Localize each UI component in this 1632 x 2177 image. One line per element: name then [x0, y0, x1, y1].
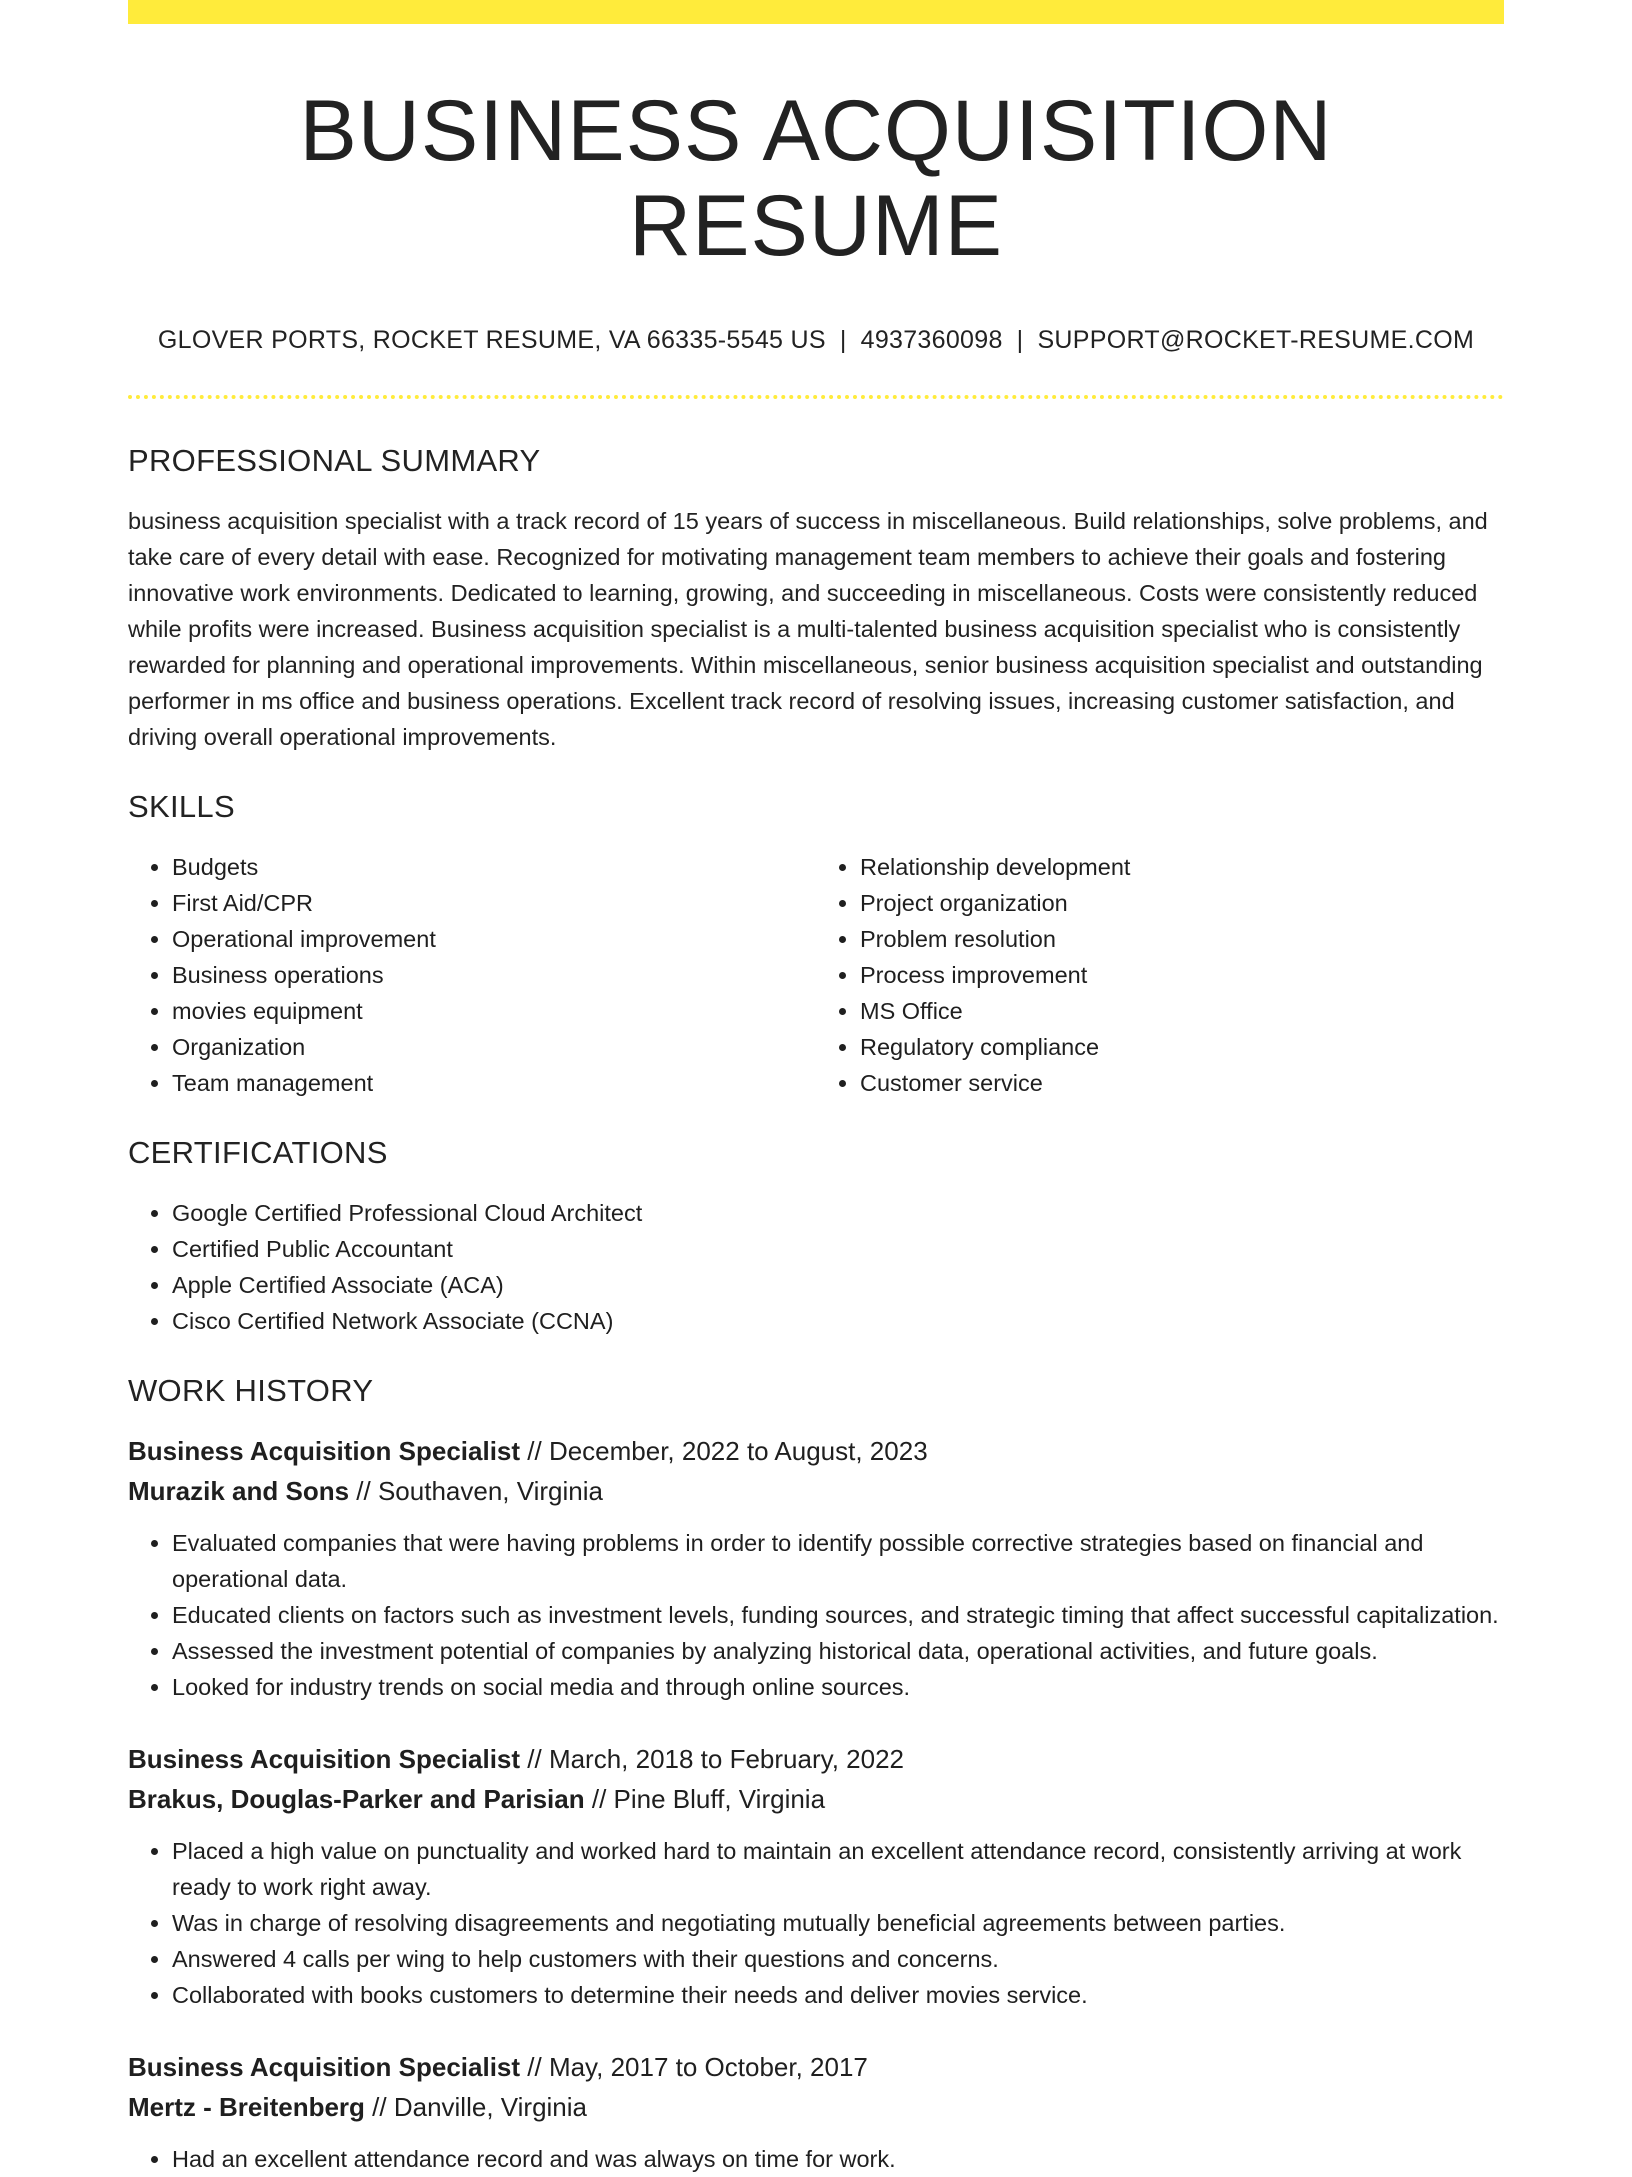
skill-item: • Team management	[172, 1065, 816, 1101]
certification-item: • Apple Certified Associate (ACA)	[172, 1267, 1504, 1303]
job-bullet: • Collaborated with books customers to determine their needs and deliver movies service.	[172, 1977, 1504, 2013]
job-title: Business Acquisition Specialist	[128, 1436, 521, 1467]
summary-text: business acquisition specialist with a track record of 15 years of success in miscellaneous. Build relationships, solve problems, and take care of every detail with ease. Recognized for motivating management team members to achieve their goals and fostering innovative work environments. Dedicated to learning, growing, and succeeding in miscellaneous. Costs were consistently reduced while profits were increased. Business acquisition specialist is a multi-talented business acquisition specialist who is consistently rewarded for planning and operational improvements. Within miscellaneous, senior business acquisition specialist and outstanding performer in ms office and business operations. Excellent track record of resolving issues, increasing customer satisfaction, and driving overall operational improvements.	[128, 508, 1488, 751]
job-entry	[128, 2047, 1504, 2177]
skills-list-left	[128, 849, 816, 1101]
skill-item: • Relationship development	[860, 849, 1504, 885]
skill-item: • Process improvement	[860, 957, 1504, 993]
skill-item: • Regulatory compliance	[860, 1029, 1504, 1065]
certifications-heading: CERTIFICATIONS	[128, 1135, 388, 1171]
resume-title: BUSINESS ACQUISITION RESUME	[299, 83, 1333, 274]
skill-item: • movies equipment	[172, 993, 816, 1029]
job-dates: March, 2018 to February, 2022	[548, 1744, 904, 1775]
job-bullet: • Was in charge of resolving disagreements and negotiating mutually beneficial agreements between parties.	[172, 1905, 1504, 1941]
contact-separator: |	[1016, 326, 1024, 355]
job-entry	[128, 1739, 1504, 2013]
job-spacer	[128, 2013, 1504, 2047]
contact-email: SUPPORT@ROCKET-RESUME.COM	[1037, 326, 1475, 355]
skill-item: • Project organization	[860, 885, 1504, 921]
contact-phone: 4937360098	[860, 326, 1003, 355]
header-divider	[128, 395, 1504, 399]
certification-item: • Google Certified Professional Cloud Architect	[172, 1195, 1504, 1231]
job-title-line: Business Acquisition Specialist // May, 2017 to October, 2017	[128, 2052, 868, 2083]
skill-item: • Budgets	[172, 849, 816, 885]
skill-item: • Business operations	[172, 957, 816, 993]
job-bullet: • Answered 4 calls per wing to help customers with their questions and concerns.	[172, 1941, 1504, 1977]
job-title-line: Business Acquisition Specialist // December, 2022 to August, 2023	[128, 1436, 928, 1467]
job-company: Mertz - Breitenberg	[128, 2092, 365, 2123]
skill-item: • First Aid/CPR	[172, 885, 816, 921]
skill-item: • Operational improvement	[172, 921, 816, 957]
job-location: Southaven, Virginia	[377, 1476, 603, 1507]
certification-item: • Cisco Certified Network Associate (CCNA)	[172, 1303, 1504, 1339]
job-company: Brakus, Douglas-Parker and Parisian	[128, 1784, 585, 1815]
job-entry	[128, 1431, 1504, 1705]
job-bullets	[128, 1525, 1504, 1705]
summary-heading: PROFESSIONAL SUMMARY	[128, 443, 541, 479]
job-title: Business Acquisition Specialist	[128, 2052, 521, 2083]
job-bullet: • Looked for industry trends on social media and through online sources.	[172, 1669, 1504, 1705]
skill-item: • MS Office	[860, 993, 1504, 1029]
contact-separator: |	[839, 326, 847, 355]
skills-heading: SKILLS	[128, 789, 235, 825]
resume-page	[128, 0, 1504, 2177]
job-dates: December, 2022 to August, 2023	[548, 1436, 928, 1467]
job-company-line: Brakus, Douglas-Parker and Parisian // Pine Bluff, Virginia	[128, 1784, 826, 1815]
top-accent-bar	[128, 0, 1504, 24]
contact-address: GLOVER PORTS, ROCKET RESUME, VA 66335-5545 US	[157, 326, 826, 355]
job-location: Pine Bluff, Virginia	[613, 1784, 826, 1815]
skills-list-right	[816, 849, 1504, 1101]
work-history-heading: WORK HISTORY	[128, 1373, 374, 1409]
certification-item: • Certified Public Accountant	[172, 1231, 1504, 1267]
skill-item: • Customer service	[860, 1065, 1504, 1101]
job-company-line: Murazik and Sons // Southaven, Virginia	[128, 1476, 603, 1507]
job-bullets	[128, 1833, 1504, 2013]
job-title-line: Business Acquisition Specialist // March, 2018 to February, 2022	[128, 1744, 904, 1775]
skills-grid	[128, 849, 1504, 1101]
job-spacer	[128, 1705, 1504, 1739]
job-bullet: • Evaluated companies that were having problems in order to identify possible corrective strategies based on financial and operational data.	[172, 1525, 1504, 1597]
skill-item: • Organization	[172, 1029, 816, 1065]
job-bullet: • Assessed the investment potential of companies by analyzing historical data, operational activities, and future goals.	[172, 1633, 1504, 1669]
job-bullet: • Educated clients on factors such as investment levels, funding sources, and strategic timing that affect successful capitalization.	[172, 1597, 1504, 1633]
job-title: Business Acquisition Specialist	[128, 1744, 521, 1775]
job-bullet: • Had an excellent attendance record and was always on time for work.	[172, 2141, 1504, 2177]
skill-item: • Problem resolution	[860, 921, 1504, 957]
job-dates: May, 2017 to October, 2017	[548, 2052, 868, 2083]
job-company-line: Mertz - Breitenberg // Danville, Virginia	[128, 2092, 587, 2123]
certifications-list	[128, 1195, 1504, 1339]
job-company: Murazik and Sons	[128, 1476, 350, 1507]
job-bullets	[128, 2141, 1504, 2177]
job-location: Danville, Virginia	[393, 2092, 587, 2123]
contact-line	[128, 325, 1504, 355]
job-bullet: • Placed a high value on punctuality and worked hard to maintain an excellent attendance record, consistently arriving at work ready to work right away.	[172, 1833, 1504, 1905]
